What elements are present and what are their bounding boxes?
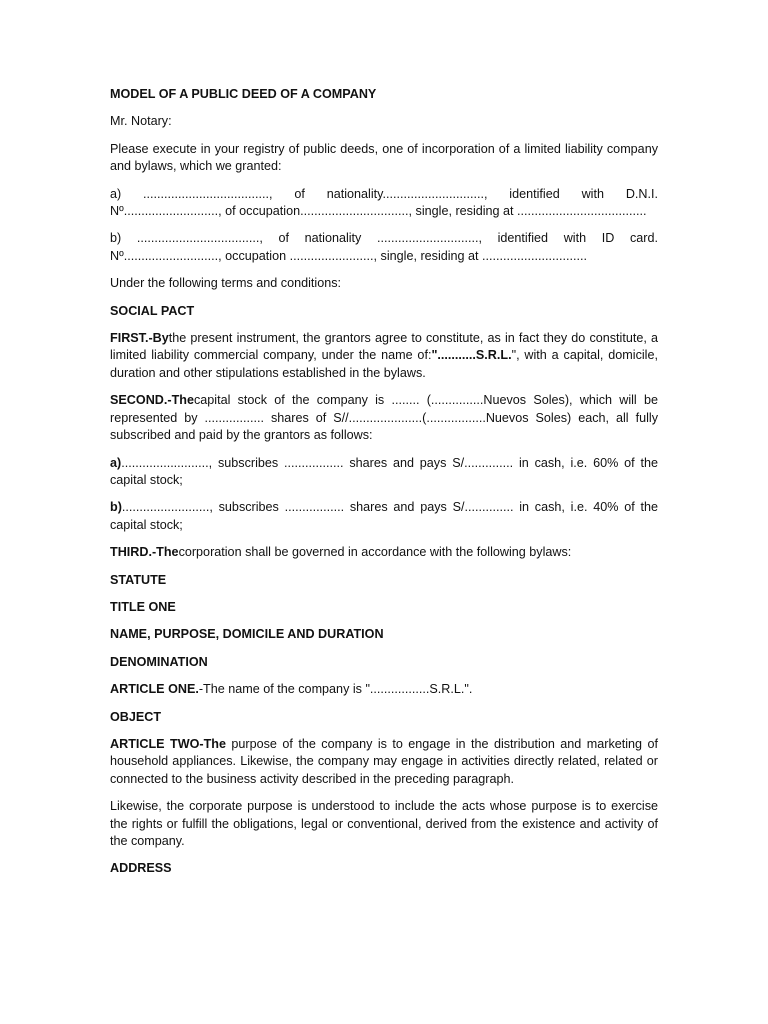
subscription-a-lead: a): [110, 455, 122, 470]
clause-third-text: corporation shall be governed in accordance with the following bylaws:: [178, 545, 572, 560]
article-one-lead: ARTICLE ONE.: [110, 682, 199, 697]
company-name-placeholder: "...........S.R.L.: [431, 348, 512, 363]
clause-second-text: capital stock of the company is ........ (...............Nuevos Soles), which will be represented by ................. shares of S//.....................(.................Nuevos Soles) each, all fully subscribed and paid by the grantors as follows:: [110, 393, 658, 443]
clause-second: [110, 392, 658, 444]
terms-intro: Under the following terms and conditions:: [110, 276, 342, 291]
object-heading: OBJECT: [110, 709, 162, 724]
article-two: [110, 736, 658, 788]
clause-first-text: the present instrument, the grantors agree to constitute, as in fact they do constitute, a limited liability commercial company, under the name of:: [110, 331, 658, 363]
subscription-b: [110, 499, 658, 534]
grantor-b: b) ..................................., of nationality ............................., identified with ID card. Nº..........................., occupation ........................, single, residing at ..............................: [110, 231, 658, 263]
subscription-a: [110, 455, 658, 490]
social-pact-heading: SOCIAL PACT: [110, 303, 195, 318]
document-page: [110, 86, 658, 878]
subscription-b-text: ........................., subscribes ................. shares and pays S/.............. in cash, i.e. 40% of the capital stock;: [110, 500, 658, 532]
clause-third-lead: THIRD.-The: [110, 545, 179, 560]
denomination-heading: DENOMINATION: [110, 654, 208, 669]
clause-first-lead: FIRST.-By: [110, 331, 169, 346]
article-one-text: -The name of the company is ".................S.R.L.".: [198, 682, 473, 697]
article-two-lead: ARTICLE TWO-The: [110, 736, 226, 751]
document-title: MODEL OF A PUBLIC DEED OF A COMPANY: [110, 87, 377, 101]
article-one: [110, 681, 658, 698]
article-two-text: purpose of the company is to engage in the distribution and marketing of household appliances. Likewise, the company may engage in activities directly related, related or connected to the business activity described in the preceding paragraph.: [110, 736, 658, 786]
grantor-a: a) ...................................., of nationality............................., identified with D.N.I. Nº..........................., of occupation..............................., single, residing at .....................................: [110, 186, 658, 219]
title-one-heading: TITLE ONE: [110, 599, 176, 614]
address-heading: ADDRESS: [110, 861, 172, 876]
clause-first: [110, 330, 658, 382]
clause-second-lead: SECOND.-The: [110, 393, 194, 408]
title-one-subheading: NAME, PURPOSE, DOMICILE AND DURATION: [110, 627, 384, 642]
clause-third: [110, 544, 658, 561]
subscription-a-text: ........................., subscribes ................. shares and pays S/.............. in cash, i.e. 60% of the capital stock;: [110, 455, 658, 487]
statute-heading: STATUTE: [110, 572, 167, 587]
salutation: Mr. Notary:: [110, 114, 172, 129]
subscription-b-lead: b): [110, 500, 122, 515]
clause-first-text-end: ", with a capital, domicile, duration and other stipulations established in the bylaws.: [110, 348, 658, 380]
likewise-paragraph: Likewise, the corporate purpose is understood to include the acts whose purpose is to exercise the rights or fulfill the obligations, legal or conventional, derived from the existence and activity of the company.: [110, 799, 658, 848]
intro-paragraph: Please execute in your registry of public deeds, one of incorporation of a limited liability company and bylaws, which we granted:: [110, 141, 658, 174]
